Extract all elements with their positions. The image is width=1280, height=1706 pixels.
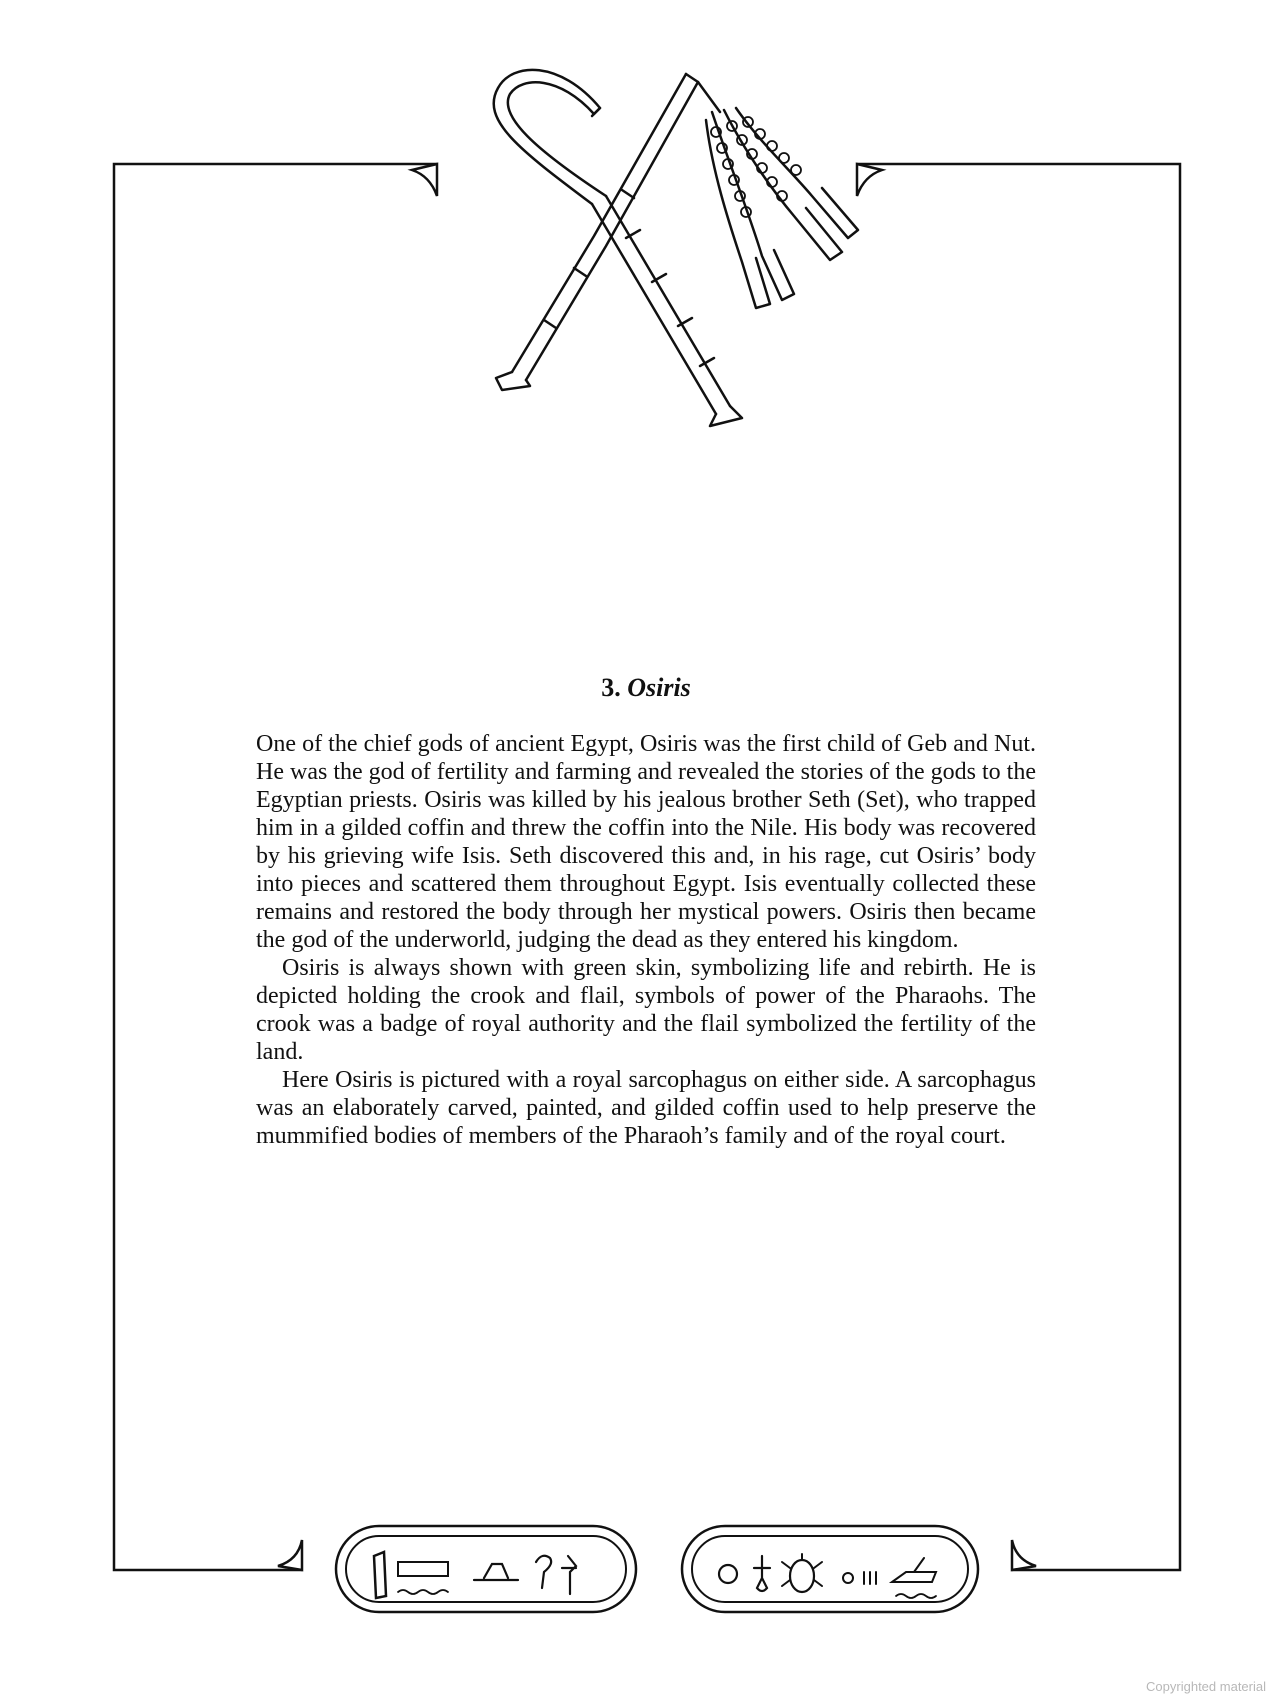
article-title <box>256 672 1036 704</box>
right-cartouche-icon <box>682 1526 978 1612</box>
left-cartouche-icon <box>336 1526 636 1612</box>
copyright-watermark: Copyrighted material <box>1146 1679 1266 1694</box>
paragraph: Here Osiris is pictured with a royal sarcophagus on either side. A sarcophagus was an elaborately carved, painted, and gilded coffin used to help preserve the mummified bodies of members of the Pharaoh’s family and of the royal court. <box>256 1067 1036 1149</box>
article-body <box>256 730 1036 1150</box>
article-number: 3. <box>601 673 621 702</box>
article <box>256 672 1036 1150</box>
article-title-text: Osiris <box>627 673 691 702</box>
flail-strands <box>706 108 858 308</box>
paragraph: Osiris is always shown with green skin, symbolizing life and rebirth. He is depicted holding the crook and flail, symbols of power of the Pharaohs. The crook was a badge of royal authority and the flail symbolized the fertility of the land. <box>256 955 1036 1065</box>
crook-and-flail-icon <box>494 70 858 426</box>
paragraph: One of the chief gods of ancient Egypt, Osiris was the first child of Geb and Nut. He was the god of fertility and farming and revealed the stories of the gods to the Egyptian priests. Osiris was killed by his jealous brother Seth (Set), who trapped him in a gilded coffin and threw the coffin into the Nile. His body was recovered by his grieving wife Isis. Seth discovered this and, in his rage, cut Osiris’ body into pieces and scattered them throughout Egypt. Isis eventually collected these remains and restored the body through her mystical powers. Osiris then became the god of the underworld, judging the dead as they entered his kingdom. <box>256 731 1036 953</box>
